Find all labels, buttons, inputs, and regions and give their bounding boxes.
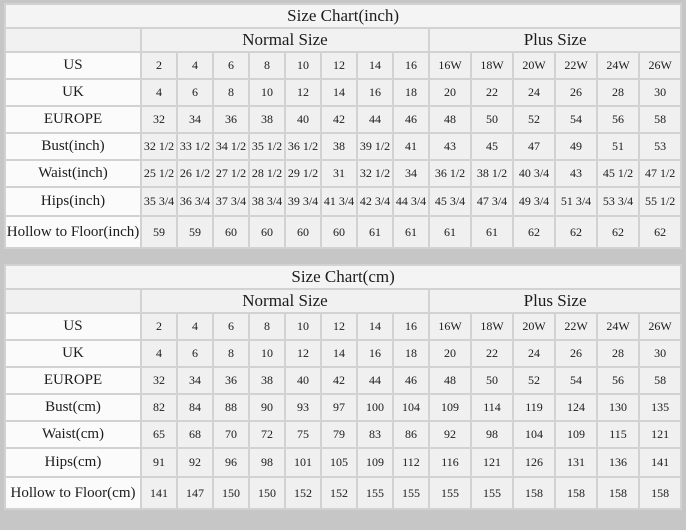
size-value-cell: 61	[472, 217, 512, 247]
size-value-cell: 48	[430, 107, 470, 132]
size-value-cell: 44 3/4	[394, 188, 428, 215]
size-value-cell: 88	[214, 395, 248, 420]
size-value-cell: 43	[430, 134, 470, 159]
size-value-cell: 10	[250, 80, 284, 105]
size-value-cell: 12	[322, 53, 356, 78]
size-value-cell: 158	[640, 478, 680, 508]
size-value-cell: 16	[358, 341, 392, 366]
size-value-cell: 58	[640, 107, 680, 132]
table-row	[6, 217, 680, 247]
size-value-cell: 65	[142, 422, 176, 447]
size-value-cell: 52	[514, 368, 554, 393]
corner-cell	[6, 290, 140, 312]
column-group-row	[6, 290, 680, 312]
size-value-cell: 38	[322, 134, 356, 159]
size-value-cell: 36	[214, 368, 248, 393]
size-value-cell: 42	[322, 368, 356, 393]
size-value-cell: 26W	[640, 314, 680, 339]
size-value-cell: 155	[358, 478, 392, 508]
size-value-cell: 141	[142, 478, 176, 508]
size-value-cell: 34	[178, 368, 212, 393]
size-value-cell: 25 1/2	[142, 161, 176, 186]
size-value-cell: 26 1/2	[178, 161, 212, 186]
size-value-cell: 43	[556, 161, 596, 186]
size-value-cell: 6	[178, 341, 212, 366]
row-label: EUROPE	[6, 368, 140, 393]
size-value-cell: 38 1/2	[472, 161, 512, 186]
size-value-cell: 52	[514, 107, 554, 132]
size-value-cell: 36	[214, 107, 248, 132]
size-value-cell: 32 1/2	[358, 161, 392, 186]
size-value-cell: 26W	[640, 53, 680, 78]
row-label: UK	[6, 80, 140, 105]
size-value-cell: 158	[556, 478, 596, 508]
size-value-cell: 10	[286, 53, 320, 78]
size-value-cell: 147	[178, 478, 212, 508]
size-value-cell: 39 3/4	[286, 188, 320, 215]
size-value-cell: 10	[286, 314, 320, 339]
size-value-cell: 4	[142, 341, 176, 366]
size-value-cell: 45 1/2	[598, 161, 638, 186]
size-value-cell: 59	[142, 217, 176, 247]
size-value-cell: 28 1/2	[250, 161, 284, 186]
size-value-cell: 18	[394, 341, 428, 366]
table-row	[6, 107, 680, 132]
table-row	[6, 341, 680, 366]
table-row	[6, 395, 680, 420]
size-value-cell: 8	[250, 314, 284, 339]
row-label: UK	[6, 341, 140, 366]
size-chart-inch-table	[4, 3, 682, 249]
size-value-cell: 47	[514, 134, 554, 159]
size-value-cell: 12	[322, 314, 356, 339]
group-header-plus-size: Plus Size	[430, 290, 680, 312]
size-value-cell: 97	[322, 395, 356, 420]
size-value-cell: 18W	[472, 314, 512, 339]
size-value-cell: 96	[214, 449, 248, 476]
size-value-cell: 16W	[430, 314, 470, 339]
size-value-cell: 36 1/2	[430, 161, 470, 186]
size-value-cell: 47 3/4	[472, 188, 512, 215]
size-value-cell: 155	[394, 478, 428, 508]
size-value-cell: 26	[556, 80, 596, 105]
size-value-cell: 109	[430, 395, 470, 420]
size-value-cell: 101	[286, 449, 320, 476]
size-value-cell: 61	[358, 217, 392, 247]
size-value-cell: 34	[394, 161, 428, 186]
size-value-cell: 136	[598, 449, 638, 476]
table-row	[6, 314, 680, 339]
size-value-cell: 28	[598, 80, 638, 105]
size-value-cell: 121	[472, 449, 512, 476]
size-value-cell: 105	[322, 449, 356, 476]
row-label: Bust(cm)	[6, 395, 140, 420]
size-value-cell: 119	[514, 395, 554, 420]
size-value-cell: 14	[358, 53, 392, 78]
size-value-cell: 75	[286, 422, 320, 447]
size-value-cell: 124	[556, 395, 596, 420]
size-value-cell: 53	[640, 134, 680, 159]
size-value-cell: 32 1/2	[142, 134, 176, 159]
size-value-cell: 20	[430, 80, 470, 105]
chart-title: Size Chart(inch)	[6, 5, 680, 27]
size-value-cell: 100	[358, 395, 392, 420]
size-value-cell: 61	[430, 217, 470, 247]
row-label: Hips(inch)	[6, 188, 140, 215]
size-value-cell: 150	[214, 478, 248, 508]
size-value-cell: 36 1/2	[286, 134, 320, 159]
size-value-cell: 27 1/2	[214, 161, 248, 186]
size-value-cell: 6	[178, 80, 212, 105]
size-value-cell: 35 1/2	[250, 134, 284, 159]
row-label: Hollow to Floor(cm)	[6, 478, 140, 508]
size-value-cell: 22W	[556, 314, 596, 339]
size-value-cell: 20W	[514, 314, 554, 339]
row-label: Bust(inch)	[6, 134, 140, 159]
size-value-cell: 152	[286, 478, 320, 508]
size-value-cell: 49	[556, 134, 596, 159]
size-value-cell: 31	[322, 161, 356, 186]
size-value-cell: 2	[142, 314, 176, 339]
size-value-cell: 29 1/2	[286, 161, 320, 186]
size-value-cell: 56	[598, 107, 638, 132]
size-value-cell: 135	[640, 395, 680, 420]
size-value-cell: 14	[322, 80, 356, 105]
table-row	[6, 449, 680, 476]
size-value-cell: 90	[250, 395, 284, 420]
size-value-cell: 62	[514, 217, 554, 247]
size-value-cell: 8	[214, 80, 248, 105]
size-value-cell: 114	[472, 395, 512, 420]
size-value-cell: 33 1/2	[178, 134, 212, 159]
table-title-row	[6, 5, 680, 27]
row-label: Waist(inch)	[6, 161, 140, 186]
size-value-cell: 10	[250, 341, 284, 366]
size-value-cell: 22W	[556, 53, 596, 78]
table-row	[6, 478, 680, 508]
size-value-cell: 112	[394, 449, 428, 476]
size-value-cell: 16	[394, 314, 428, 339]
chart-title: Size Chart(cm)	[6, 266, 680, 288]
size-value-cell: 61	[394, 217, 428, 247]
row-label: Hips(cm)	[6, 449, 140, 476]
size-value-cell: 16	[358, 80, 392, 105]
size-value-cell: 45 3/4	[430, 188, 470, 215]
table-row	[6, 161, 680, 186]
size-value-cell: 155	[472, 478, 512, 508]
table-row	[6, 80, 680, 105]
size-value-cell: 8	[250, 53, 284, 78]
size-value-cell: 32	[142, 107, 176, 132]
size-value-cell: 60	[286, 217, 320, 247]
size-value-cell: 72	[250, 422, 284, 447]
corner-cell	[6, 29, 140, 51]
size-value-cell: 37 3/4	[214, 188, 248, 215]
row-label: US	[6, 53, 140, 78]
table-row	[6, 53, 680, 78]
size-value-cell: 150	[250, 478, 284, 508]
size-value-cell: 92	[430, 422, 470, 447]
size-value-cell: 86	[394, 422, 428, 447]
row-label: EUROPE	[6, 107, 140, 132]
size-value-cell: 45	[472, 134, 512, 159]
size-value-cell: 53 3/4	[598, 188, 638, 215]
size-value-cell: 109	[556, 422, 596, 447]
size-value-cell: 83	[358, 422, 392, 447]
size-value-cell: 30	[640, 80, 680, 105]
group-header-normal-size: Normal Size	[142, 290, 428, 312]
group-header-normal-size: Normal Size	[142, 29, 428, 51]
size-value-cell: 4	[142, 80, 176, 105]
size-value-cell: 46	[394, 368, 428, 393]
size-value-cell: 24	[514, 341, 554, 366]
size-value-cell: 58	[640, 368, 680, 393]
size-value-cell: 38 3/4	[250, 188, 284, 215]
size-value-cell: 131	[556, 449, 596, 476]
size-value-cell: 34 1/2	[214, 134, 248, 159]
size-value-cell: 70	[214, 422, 248, 447]
size-value-cell: 92	[178, 449, 212, 476]
size-value-cell: 18W	[472, 53, 512, 78]
size-value-cell: 82	[142, 395, 176, 420]
size-value-cell: 28	[598, 341, 638, 366]
size-value-cell: 18	[394, 80, 428, 105]
size-value-cell: 158	[514, 478, 554, 508]
size-value-cell: 42 3/4	[358, 188, 392, 215]
size-value-cell: 62	[640, 217, 680, 247]
size-value-cell: 126	[514, 449, 554, 476]
size-value-cell: 50	[472, 368, 512, 393]
size-value-cell: 2	[142, 53, 176, 78]
size-value-cell: 36 3/4	[178, 188, 212, 215]
table-title-row	[6, 266, 680, 288]
table-row	[6, 188, 680, 215]
table-row	[6, 134, 680, 159]
column-group-row	[6, 29, 680, 51]
size-value-cell: 24	[514, 80, 554, 105]
size-value-cell: 60	[322, 217, 356, 247]
size-value-cell: 40	[286, 107, 320, 132]
size-value-cell: 4	[178, 53, 212, 78]
size-value-cell: 41	[394, 134, 428, 159]
row-label: Waist(cm)	[6, 422, 140, 447]
size-value-cell: 98	[250, 449, 284, 476]
size-value-cell: 98	[472, 422, 512, 447]
size-value-cell: 48	[430, 368, 470, 393]
size-value-cell: 35 3/4	[142, 188, 176, 215]
size-value-cell: 130	[598, 395, 638, 420]
size-value-cell: 158	[598, 478, 638, 508]
size-value-cell: 49 3/4	[514, 188, 554, 215]
table-row	[6, 422, 680, 447]
size-value-cell: 155	[430, 478, 470, 508]
size-value-cell: 104	[394, 395, 428, 420]
size-value-cell: 26	[556, 341, 596, 366]
size-value-cell: 6	[214, 314, 248, 339]
size-value-cell: 115	[598, 422, 638, 447]
size-value-cell: 104	[514, 422, 554, 447]
size-value-cell: 109	[358, 449, 392, 476]
size-value-cell: 44	[358, 107, 392, 132]
size-value-cell: 38	[250, 368, 284, 393]
size-value-cell: 16	[394, 53, 428, 78]
size-value-cell: 14	[358, 314, 392, 339]
size-value-cell: 47 1/2	[640, 161, 680, 186]
size-value-cell: 24W	[598, 53, 638, 78]
size-value-cell: 6	[214, 53, 248, 78]
size-value-cell: 56	[598, 368, 638, 393]
size-value-cell: 51 3/4	[556, 188, 596, 215]
size-value-cell: 121	[640, 422, 680, 447]
size-value-cell: 20W	[514, 53, 554, 78]
size-value-cell: 54	[556, 107, 596, 132]
size-value-cell: 12	[286, 341, 320, 366]
size-value-cell: 51	[598, 134, 638, 159]
size-value-cell: 22	[472, 80, 512, 105]
size-value-cell: 44	[358, 368, 392, 393]
size-value-cell: 91	[142, 449, 176, 476]
size-value-cell: 60	[214, 217, 248, 247]
size-value-cell: 4	[178, 314, 212, 339]
size-value-cell: 79	[322, 422, 356, 447]
size-value-cell: 8	[214, 341, 248, 366]
size-value-cell: 34	[178, 107, 212, 132]
size-value-cell: 93	[286, 395, 320, 420]
size-value-cell: 62	[598, 217, 638, 247]
size-value-cell: 84	[178, 395, 212, 420]
size-value-cell: 55 1/2	[640, 188, 680, 215]
size-value-cell: 30	[640, 341, 680, 366]
size-value-cell: 14	[322, 341, 356, 366]
size-value-cell: 42	[322, 107, 356, 132]
size-value-cell: 41 3/4	[322, 188, 356, 215]
size-value-cell: 62	[556, 217, 596, 247]
row-label: Hollow to Floor(inch)	[6, 217, 140, 247]
size-value-cell: 20	[430, 341, 470, 366]
size-value-cell: 60	[250, 217, 284, 247]
size-value-cell: 46	[394, 107, 428, 132]
size-value-cell: 24W	[598, 314, 638, 339]
size-value-cell: 16W	[430, 53, 470, 78]
size-value-cell: 40	[286, 368, 320, 393]
size-value-cell: 32	[142, 368, 176, 393]
size-value-cell: 141	[640, 449, 680, 476]
size-value-cell: 39 1/2	[358, 134, 392, 159]
size-value-cell: 59	[178, 217, 212, 247]
size-value-cell: 50	[472, 107, 512, 132]
size-value-cell: 116	[430, 449, 470, 476]
size-value-cell: 54	[556, 368, 596, 393]
size-value-cell: 22	[472, 341, 512, 366]
size-value-cell: 68	[178, 422, 212, 447]
table-row	[6, 368, 680, 393]
size-value-cell: 38	[250, 107, 284, 132]
size-chart-cm-table	[4, 264, 682, 510]
row-label: US	[6, 314, 140, 339]
group-header-plus-size: Plus Size	[430, 29, 680, 51]
size-value-cell: 40 3/4	[514, 161, 554, 186]
size-value-cell: 12	[286, 80, 320, 105]
size-value-cell: 152	[322, 478, 356, 508]
